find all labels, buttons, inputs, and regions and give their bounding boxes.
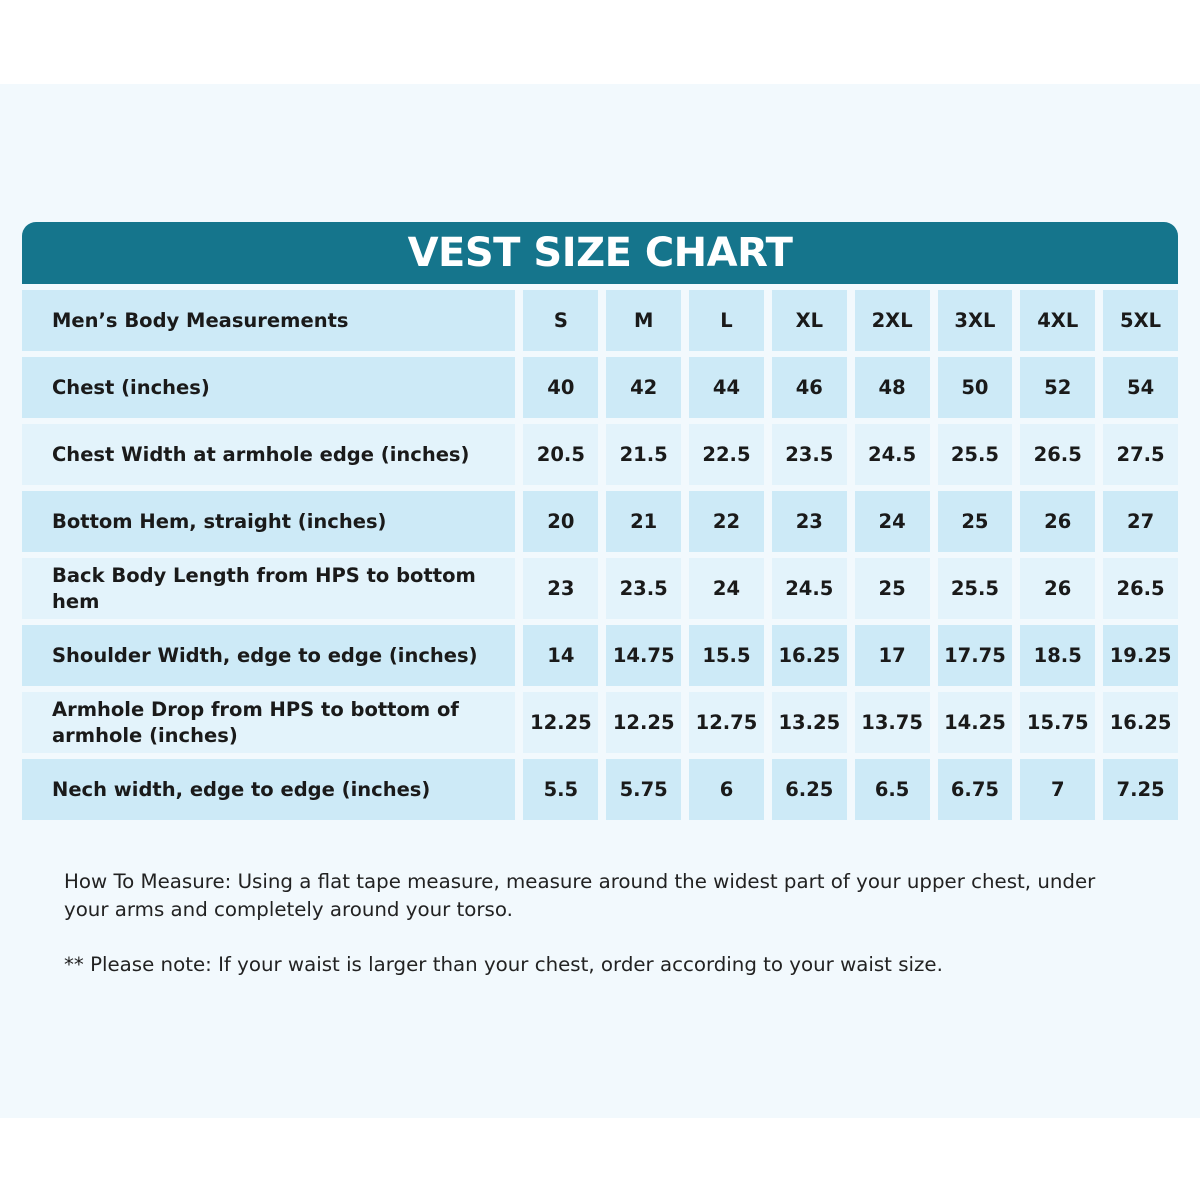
size-column-header: S xyxy=(523,290,598,351)
size-value: 50 xyxy=(938,357,1013,418)
table-row xyxy=(22,357,1178,418)
size-value: 14.75 xyxy=(606,625,681,686)
size-value: 7.25 xyxy=(1103,759,1178,820)
size-value: 24.5 xyxy=(772,558,847,619)
size-value: 7 xyxy=(1020,759,1095,820)
size-value: 25.5 xyxy=(938,558,1013,619)
measurement-label: Bottom Hem, straight (inches) xyxy=(22,491,515,552)
size-table xyxy=(14,284,1186,826)
size-value: 12.25 xyxy=(606,692,681,753)
table-row xyxy=(22,625,1178,686)
size-value: 24 xyxy=(855,491,930,552)
size-value: 46 xyxy=(772,357,847,418)
measurement-label: Back Body Length from HPS to bottom hem xyxy=(22,558,515,619)
size-value: 25.5 xyxy=(938,424,1013,485)
size-column-header: 3XL xyxy=(938,290,1013,351)
size-value: 27 xyxy=(1103,491,1178,552)
size-value: 26.5 xyxy=(1020,424,1095,485)
size-value: 24 xyxy=(689,558,764,619)
table-row xyxy=(22,491,1178,552)
size-value: 26 xyxy=(1020,491,1095,552)
measurement-label: Shoulder Width, edge to edge (inches) xyxy=(22,625,515,686)
table-row xyxy=(22,558,1178,619)
size-column-header: L xyxy=(689,290,764,351)
size-value: 23 xyxy=(523,558,598,619)
size-value: 5.5 xyxy=(523,759,598,820)
size-value: 26 xyxy=(1020,558,1095,619)
size-value: 54 xyxy=(1103,357,1178,418)
size-value: 52 xyxy=(1020,357,1095,418)
size-value: 6.75 xyxy=(938,759,1013,820)
size-value: 14.25 xyxy=(938,692,1013,753)
size-value: 5.75 xyxy=(606,759,681,820)
size-value: 20.5 xyxy=(523,424,598,485)
size-value: 21 xyxy=(606,491,681,552)
size-column-header: 2XL xyxy=(855,290,930,351)
measurement-label: Nech width, edge to edge (inches) xyxy=(22,759,515,820)
size-value: 18.5 xyxy=(1020,625,1095,686)
size-value: 25 xyxy=(938,491,1013,552)
size-value: 22 xyxy=(689,491,764,552)
size-value: 40 xyxy=(523,357,598,418)
table-row xyxy=(22,424,1178,485)
size-value: 6.5 xyxy=(855,759,930,820)
size-value: 19.25 xyxy=(1103,625,1178,686)
measurement-label: Armhole Drop from HPS to bottom of armhole (inches) xyxy=(22,692,515,753)
size-column-header: M xyxy=(606,290,681,351)
size-value: 22.5 xyxy=(689,424,764,485)
size-value: 16.25 xyxy=(772,625,847,686)
size-value: 13.25 xyxy=(772,692,847,753)
size-value: 17 xyxy=(855,625,930,686)
size-value: 24.5 xyxy=(855,424,930,485)
size-value: 13.75 xyxy=(855,692,930,753)
how-to-measure-text: How To Measure: Using a flat tape measure, measure around the widest part of your upper chest, under your arms and completely around your torso. xyxy=(64,870,1096,921)
size-value: 27.5 xyxy=(1103,424,1178,485)
size-value: 48 xyxy=(855,357,930,418)
size-value: 20 xyxy=(523,491,598,552)
size-value: 42 xyxy=(606,357,681,418)
table-header-row xyxy=(22,290,1178,351)
size-value: 44 xyxy=(689,357,764,418)
size-value: 23.5 xyxy=(606,558,681,619)
chart-title: VEST SIZE CHART xyxy=(22,222,1178,284)
size-value: 16.25 xyxy=(1103,692,1178,753)
please-note-text: ** Please note: If your waist is larger than your chest, order according to your waist size. xyxy=(64,953,943,976)
size-column-header: XL xyxy=(772,290,847,351)
size-value: 12.25 xyxy=(523,692,598,753)
size-value: 6 xyxy=(689,759,764,820)
size-column-header: 5XL xyxy=(1103,290,1178,351)
table-row xyxy=(22,692,1178,753)
size-value: 15.75 xyxy=(1020,692,1095,753)
size-value: 15.5 xyxy=(689,625,764,686)
size-value: 21.5 xyxy=(606,424,681,485)
size-value: 12.75 xyxy=(689,692,764,753)
size-value: 25 xyxy=(855,558,930,619)
table-row xyxy=(22,759,1178,820)
size-column-header: 4XL xyxy=(1020,290,1095,351)
measurement-notes xyxy=(64,868,1144,979)
size-value: 6.25 xyxy=(772,759,847,820)
size-value: 26.5 xyxy=(1103,558,1178,619)
measurement-column-header: Men’s Body Measurements xyxy=(22,290,515,351)
size-chart xyxy=(22,222,1178,826)
measurement-label: Chest Width at armhole edge (inches) xyxy=(22,424,515,485)
size-value: 14 xyxy=(523,625,598,686)
size-value: 23 xyxy=(772,491,847,552)
size-value: 23.5 xyxy=(772,424,847,485)
measurement-label: Chest (inches) xyxy=(22,357,515,418)
size-value: 17.75 xyxy=(938,625,1013,686)
